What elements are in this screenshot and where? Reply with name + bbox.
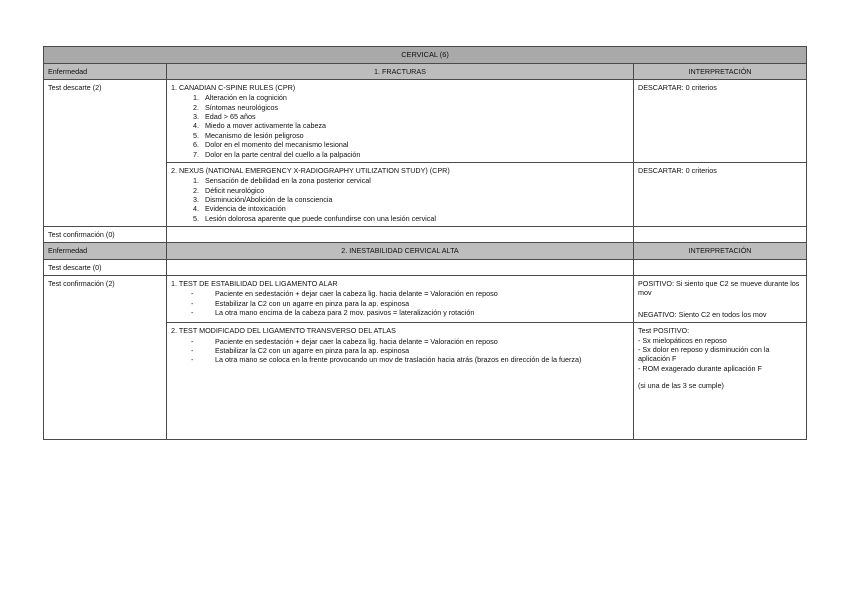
table-row bbox=[44, 276, 807, 323]
section2-col-test: 2. INESTABILIDAD CERVICAL ALTA bbox=[167, 243, 634, 259]
list-item: 5. Lesión dolorosa aparente que puede confundirse con una lesión cervical bbox=[201, 214, 629, 223]
section1-col-enfermedad: Enfermedad bbox=[44, 63, 167, 79]
cpr1-title: 1. CANADIAN C-SPINE RULES (CPR) bbox=[171, 82, 296, 92]
list-item: 1. Alteración en la cognición bbox=[201, 93, 629, 102]
list-item: 6. Dolor en el momento del mecanismo lesional bbox=[201, 140, 629, 149]
list-item: 4. Evidencia de intoxicación bbox=[201, 204, 629, 213]
table-row bbox=[44, 227, 807, 243]
list-item: - Paciente en sedestación + dejar caer la cabeza lig. hacia delante = Valoración en reposo bbox=[201, 337, 629, 346]
table-title: CERVICAL (6) bbox=[44, 47, 807, 64]
test2-interp bbox=[634, 323, 807, 440]
list-item: 2. Déficit neurológico bbox=[201, 186, 629, 195]
test2-list bbox=[171, 337, 629, 365]
cpr2-cell bbox=[167, 162, 634, 226]
list-item: 2. Síntomas neurológicos bbox=[201, 103, 629, 112]
section2-confirmacion-label: Test confirmación (2) bbox=[44, 276, 167, 440]
empty-cell bbox=[167, 259, 634, 275]
test2-interp-line: - ROM exagerado durante aplicación F bbox=[638, 363, 762, 373]
cpr1-interp: DESCARTAR: 0 criterios bbox=[634, 79, 807, 162]
test2-interp-line: - Sx mielopáticos en reposo bbox=[638, 335, 727, 345]
test1-list bbox=[171, 289, 629, 317]
list-item: 1. Sensación de debilidad en la zona posterior cervical bbox=[201, 176, 629, 185]
test1-interp-positive: POSITIVO: Si siento que C2 se mueve durante los mov bbox=[638, 279, 800, 298]
list-item: - La otra mano encima de la cabeza para 2 mov. pasivos = lateralización y rotación bbox=[201, 308, 629, 317]
table-row bbox=[44, 79, 807, 162]
test1-interp-negative: NEGATIVO: Siento C2 en todos los mov bbox=[638, 309, 767, 319]
cpr2-interp: DESCARTAR: 0 criterios bbox=[634, 162, 807, 226]
cpr1-list bbox=[171, 93, 629, 159]
section1-confirmacion-label: Test confirmación (0) bbox=[44, 227, 167, 243]
list-item: - Paciente en sedestación + dejar caer la cabeza lig. hacia delante = Valoración en reposo bbox=[201, 289, 629, 298]
test2-cell bbox=[167, 323, 634, 440]
cpr2-list bbox=[171, 176, 629, 223]
section2-col-interp: INTERPRETACIÓN bbox=[634, 243, 807, 259]
section1-descarte-label: Test descarte (2) bbox=[44, 79, 167, 226]
list-item: - Estabilizar la C2 con un agarre en pinza para la ap. espinosa bbox=[201, 299, 629, 308]
empty-cell bbox=[634, 227, 807, 243]
section1-col-test: 1. FRACTURAS bbox=[167, 63, 634, 79]
test2-title: 2. TEST MODIFICADO DEL LIGAMENTO TRANSVERSO DEL ATLAS bbox=[171, 326, 396, 336]
list-item: 3. Disminución/Abolición de la consciencia bbox=[201, 195, 629, 204]
test2-interp-title: Test POSITIVO: bbox=[638, 326, 690, 336]
section1-col-interp: INTERPRETACIÓN bbox=[634, 63, 807, 79]
section2-col-enfermedad: Enfermedad bbox=[44, 243, 167, 259]
section2-header-row bbox=[44, 243, 807, 259]
list-item: - La otra mano se coloca en la frente provocando un mov de traslación hacia atrás (brazos en dirección de la fuerza) bbox=[201, 355, 629, 364]
test2-interp-note: (si una de las 3 se cumple) bbox=[638, 380, 724, 390]
test1-title: 1. TEST DE ESTABILIDAD DEL LIGAMENTO ALAR bbox=[171, 279, 338, 289]
list-item: 5. Mecanismo de lesión peligroso bbox=[201, 131, 629, 140]
cpr2-title: 2. NEXUS (NATIONAL EMERGENCY X-RADIOGRAPHY UTILIZATION STUDY) (CPR) bbox=[171, 165, 450, 175]
list-item: 4. Miedo a mover activamente la cabeza bbox=[201, 121, 629, 130]
list-item: 3. Edad > 65 años bbox=[201, 112, 629, 121]
cpr1-cell bbox=[167, 79, 634, 162]
test1-cell bbox=[167, 276, 634, 323]
section1-header-row bbox=[44, 63, 807, 79]
table-row bbox=[44, 259, 807, 275]
list-item: 7. Dolor en la parte central del cuello a la palpación bbox=[201, 150, 629, 159]
section2-descarte-label: Test descarte (0) bbox=[44, 259, 167, 275]
test2-interp-line: - Sx dolor en reposo y disminución con la aplicación F bbox=[638, 344, 770, 364]
empty-cell bbox=[167, 227, 634, 243]
list-item: - Estabilizar la C2 con un agarre en pinza para la ap. espinosa bbox=[201, 346, 629, 355]
cervical-table bbox=[43, 46, 807, 440]
empty-cell bbox=[634, 259, 807, 275]
test1-interp bbox=[634, 276, 807, 323]
